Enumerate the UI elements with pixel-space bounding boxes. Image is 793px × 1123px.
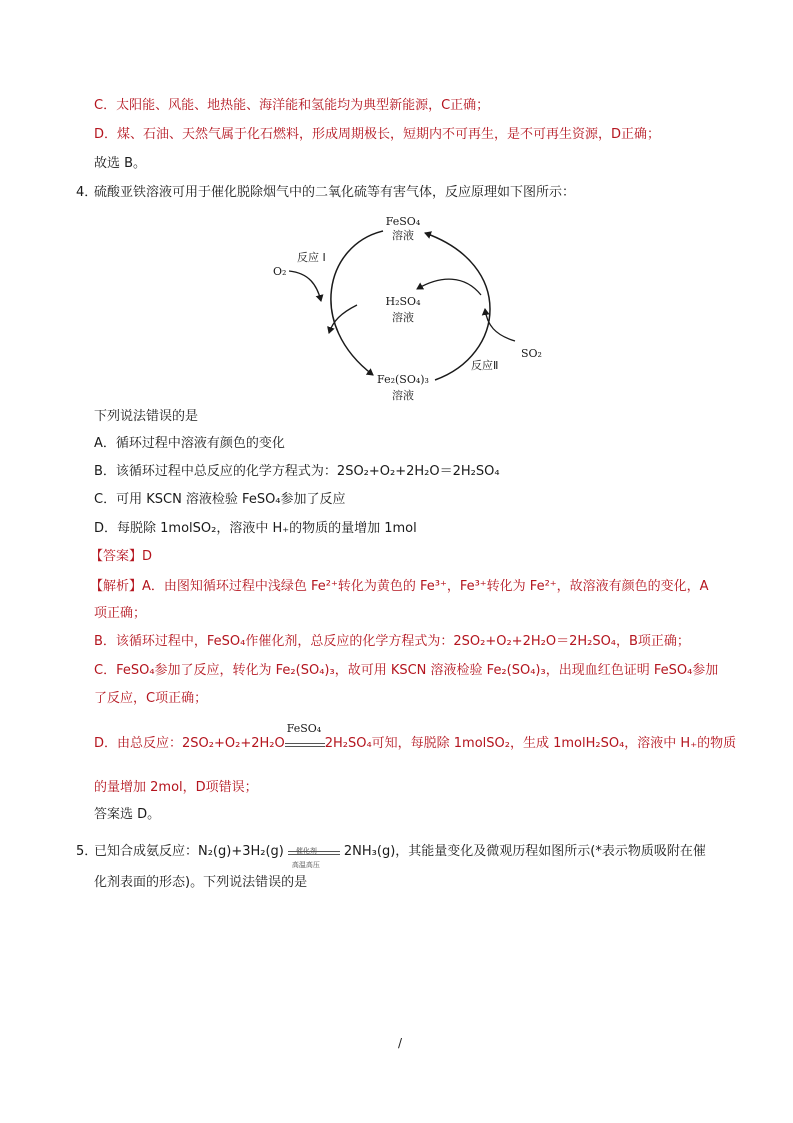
q4-option-c: C．可用 KSCN 溶液检验 FeSO₄参加了反应	[94, 492, 346, 507]
q4-option-d: D．每脱除 1molSO₂，溶液中 H₊的物质的量增加 1mol	[94, 521, 417, 536]
q4-option-a: A．循环过程中溶液有颜色的变化	[94, 436, 285, 451]
condition-catalyst: 催化剂	[295, 847, 317, 855]
label-o2: O₂	[273, 265, 287, 278]
q5-equation-left: 已知合成氨反应：N₂(g)+3H₂(g)	[94, 844, 284, 859]
label-h2so4: H₂SO₄	[385, 295, 421, 308]
label-so2: SO₂	[521, 347, 542, 360]
q3-conclusion: 故选 B。	[94, 156, 147, 171]
condition-high-temp-pressure: 高温高压	[291, 861, 320, 869]
cycle-arc-left	[331, 231, 383, 375]
q4-conclusion: 答案选 D。	[94, 807, 161, 822]
label-feso4: FeSO₄	[385, 215, 421, 228]
q5-stem	[94, 842, 706, 869]
q4-analysis-a: 【解析】A．由图知循环过程中浅绿色 Fe²⁺转化为黄色的 Fe³⁺，Fe³⁺转化为 Fe²⁺，故溶液有颜色的变化，A	[90, 579, 709, 594]
q4-number: 4．	[76, 185, 98, 200]
q5-equation-right: 2NH₃(g)，其能量变化及微观历程如图所示(*表示物质吸附在催	[343, 844, 706, 859]
q4-analysis-b: B．该循环过程中，FeSO₄作催化剂，总反应的化学方程式为：2SO₂+O₂+2H₂O＝2H₂SO₄，B项正确；	[94, 634, 690, 649]
catalyst-label: FeSO₄	[286, 722, 322, 735]
cycle-arc-right	[425, 233, 490, 380]
q3-option-c: C．太阳能、风能、地热能、海洋能和氢能均为典型新能源，C正确；	[94, 98, 490, 113]
q4-analysis-c-cont: 了反应，C项正确；	[94, 691, 208, 706]
q4-stem: 硫酸亚铁溶液可用于催化脱除烟气中的二氧化硫等有害气体，反应原理如下图所示：	[94, 185, 576, 200]
catalyst-arrow	[285, 722, 325, 754]
label-h2so4-solution: 溶液	[392, 311, 414, 324]
q3-option-d: D．煤、石油、天然气属于化石燃料，形成周期极长，短期内不可再生，是不可再生资源，D正确；	[94, 127, 661, 142]
o2-arrow	[289, 271, 321, 301]
h2so4-in-arrow	[417, 279, 481, 295]
analysis-d-equation-right: 2H₂SO₄可知，每脱除 1molSO₂，生成 1molH₂SO₄，溶液中 H₊的物质	[324, 736, 737, 751]
page-footer: /	[398, 1036, 403, 1050]
q4-analysis-d	[94, 722, 737, 754]
analysis-d-equation-left: D．由总反应：2SO₂+O₂+2H₂O	[94, 736, 285, 751]
reaction-cycle-diagram	[265, 205, 555, 410]
label-feso4-solution: 溶液	[392, 229, 414, 242]
q5-number: 5．	[76, 844, 98, 859]
q4-answer: 【答案】D	[90, 549, 153, 564]
q4-question: 下列说法错误的是	[94, 409, 199, 424]
q4-analysis-d-cont: 的量增加 2mol，D项错误；	[94, 780, 258, 795]
q4-option-b: B．该循环过程中总反应的化学方程式为：2SO₂+O₂+2H₂O＝2H₂SO₄	[94, 464, 500, 479]
reversible-arrow	[284, 842, 344, 869]
q5-stem-cont: 化剂表面的形态)。下列说法错误的是	[94, 875, 308, 890]
q4-analysis-a-cont: 项正确；	[94, 606, 147, 621]
q4-analysis-c: C．FeSO₄参加了反应，转化为 Fe₂(SO₄)₃，故可用 KSCN 溶液检验 Fe₂(SO₄)₃，出现血红色证明 FeSO₄参加	[94, 663, 719, 678]
label-reaction-2: 反应Ⅱ	[471, 359, 499, 372]
label-fe2so43-solution: 溶液	[392, 389, 414, 402]
label-reaction-1: 反应 Ⅰ	[297, 251, 326, 264]
label-fe2so43: Fe₂(SO₄)₃	[377, 373, 429, 386]
